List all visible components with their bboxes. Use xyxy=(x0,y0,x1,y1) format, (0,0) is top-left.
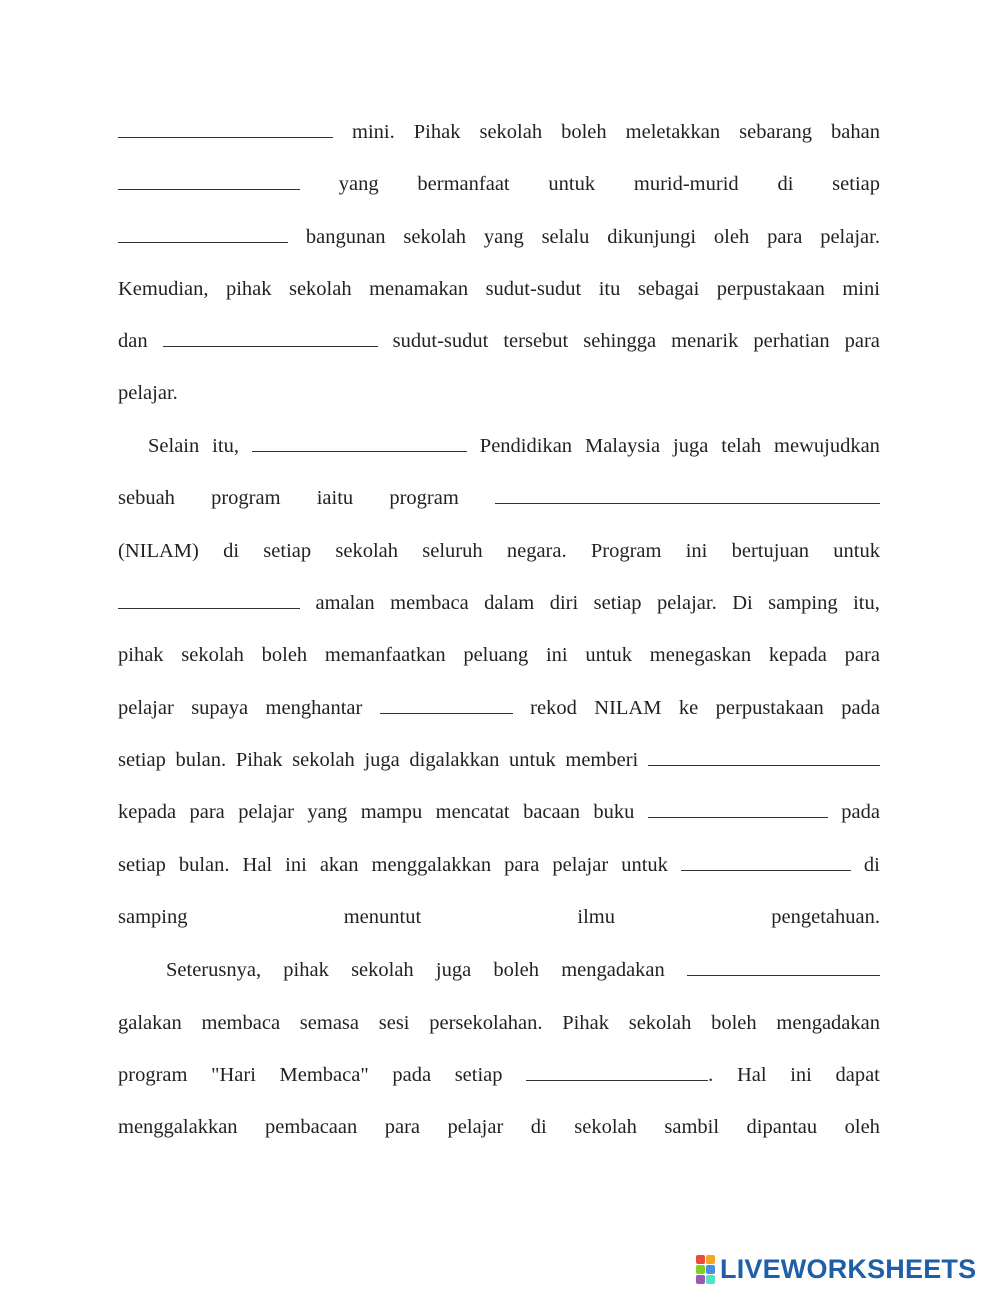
word: itu xyxy=(598,278,621,300)
word: sebarang xyxy=(739,121,813,143)
word: telah xyxy=(721,435,762,457)
word: perpustakaan xyxy=(715,697,824,719)
word: program xyxy=(211,487,281,509)
word: Membaca" xyxy=(279,1064,369,1086)
answer-blank[interactable] xyxy=(163,328,378,347)
liveworksheets-logo-icon xyxy=(696,1255,715,1284)
text-line xyxy=(118,745,880,775)
answer-blank[interactable] xyxy=(648,799,828,818)
word: kepada xyxy=(768,644,827,666)
word: yang xyxy=(307,801,348,823)
word: menegaskan xyxy=(649,644,752,666)
word: di xyxy=(223,540,240,562)
word: dapat xyxy=(835,1064,880,1086)
word: setiap xyxy=(832,173,880,195)
word: untuk xyxy=(548,173,596,195)
word: Di xyxy=(732,592,753,614)
word: pelajar. xyxy=(820,226,880,248)
word: diri xyxy=(549,592,579,614)
word: mencatat xyxy=(435,801,510,823)
word: untuk xyxy=(585,644,633,666)
word: memanfaatkan xyxy=(324,644,446,666)
word: membaca xyxy=(201,1012,281,1034)
word: sebuah xyxy=(118,487,175,509)
word: sekolah xyxy=(574,1116,637,1138)
word: bertujuan xyxy=(731,540,810,562)
word: bulan. xyxy=(175,749,227,771)
word: Kemudian, xyxy=(118,278,209,300)
word: mengadakan xyxy=(776,1012,880,1034)
text-line xyxy=(118,483,880,513)
word: kepada xyxy=(118,801,177,823)
text-line xyxy=(118,536,880,566)
word: boleh xyxy=(261,644,308,666)
word: yang xyxy=(483,226,524,248)
word: rekod xyxy=(530,697,577,719)
word: di xyxy=(530,1116,547,1138)
word: murid-murid xyxy=(633,173,739,195)
word: para xyxy=(504,854,540,876)
word: sekolah xyxy=(351,959,414,981)
word: ini xyxy=(790,1064,812,1086)
word: supaya xyxy=(191,697,249,719)
word: itu, xyxy=(212,435,239,457)
word: samping xyxy=(768,592,838,614)
word: para xyxy=(767,226,803,248)
answer-blank[interactable] xyxy=(118,119,333,138)
word: Pihak xyxy=(235,749,283,771)
word: "Hari xyxy=(211,1064,256,1086)
word: pelajar xyxy=(118,697,174,719)
word: dalam xyxy=(484,592,535,614)
word: menuntut xyxy=(343,906,422,928)
word: juga xyxy=(673,435,709,457)
word: Malaysia xyxy=(584,435,661,457)
word: mewujudkan xyxy=(774,435,880,457)
word: di xyxy=(777,173,794,195)
word: bahan xyxy=(831,121,880,143)
word: mampu xyxy=(360,801,423,823)
liveworksheets-logo[interactable] xyxy=(696,1252,976,1286)
text-line xyxy=(118,169,880,199)
word: pihak xyxy=(118,644,164,666)
word: pada xyxy=(841,697,880,719)
word: buku xyxy=(593,801,635,823)
word: mini xyxy=(842,278,880,300)
word: para xyxy=(844,330,880,352)
word: pengetahuan. xyxy=(771,906,880,928)
word: dikunjungi xyxy=(607,226,697,248)
answer-blank[interactable] xyxy=(380,695,513,714)
word: ini xyxy=(545,644,568,666)
word: sudut-sudut xyxy=(485,278,582,300)
word: boleh xyxy=(493,959,539,981)
word: sekolah xyxy=(292,749,355,771)
text-line xyxy=(148,431,880,461)
text-line xyxy=(118,797,880,827)
word: para xyxy=(189,801,225,823)
answer-blank[interactable] xyxy=(687,957,880,976)
text-line xyxy=(118,1008,880,1038)
text-line xyxy=(118,1112,880,1142)
word: oleh xyxy=(713,226,750,248)
logo-square xyxy=(696,1275,705,1284)
word: ilmu xyxy=(577,906,615,928)
answer-blank[interactable] xyxy=(118,224,288,243)
word: pelajar xyxy=(447,1116,504,1138)
word: samping xyxy=(118,906,188,928)
word: juga xyxy=(364,749,400,771)
text-line xyxy=(118,693,880,723)
word: Hal xyxy=(242,854,273,876)
word: digalakkan xyxy=(409,749,500,771)
logo-square xyxy=(696,1255,705,1264)
word: galakan xyxy=(118,1012,182,1034)
word: meletakkan xyxy=(625,121,721,143)
word: dipantau xyxy=(746,1116,818,1138)
word: Pihak xyxy=(562,1012,609,1034)
logo-square xyxy=(706,1265,715,1274)
word: setiap xyxy=(454,1064,503,1086)
word: sekolah xyxy=(335,540,398,562)
answer-blank[interactable] xyxy=(526,1062,708,1081)
word: bulan. xyxy=(178,854,230,876)
text-line xyxy=(118,326,880,356)
word: untuk xyxy=(621,854,668,876)
text-line xyxy=(118,274,880,304)
word: Hal xyxy=(736,1064,767,1086)
word: membaca xyxy=(390,592,469,614)
word: Pihak xyxy=(413,121,461,143)
word: semasa xyxy=(299,1012,359,1034)
word: sesi xyxy=(378,1012,410,1034)
word: pelajar xyxy=(238,801,294,823)
logo-square xyxy=(696,1265,705,1274)
word: amalan xyxy=(315,592,375,614)
word: oleh xyxy=(844,1116,880,1138)
word: NILAM xyxy=(594,697,662,719)
word: untuk xyxy=(509,749,556,771)
word: pelajar. xyxy=(118,382,178,404)
word: itu, xyxy=(853,592,880,614)
word: menghantar xyxy=(265,697,363,719)
word: untuk xyxy=(833,540,880,562)
answer-blank[interactable] xyxy=(118,590,300,609)
text-line xyxy=(118,378,880,408)
word: bermanfaat xyxy=(417,173,510,195)
word: para xyxy=(384,1116,421,1138)
word: peluang xyxy=(463,644,529,666)
word: sudut-sudut xyxy=(392,330,489,352)
word: memberi xyxy=(565,749,639,771)
word: di xyxy=(863,854,880,876)
word: pelajar xyxy=(552,854,609,876)
word: ke xyxy=(678,697,699,719)
word: sekolah xyxy=(403,226,467,248)
word: sekolah xyxy=(628,1012,692,1034)
answer-blank[interactable] xyxy=(648,747,880,766)
word: para xyxy=(844,644,880,666)
text-line xyxy=(118,640,880,670)
word: tersebut xyxy=(503,330,569,352)
word: menggalakkan xyxy=(371,854,492,876)
word: bangunan xyxy=(305,226,386,248)
word: pihak xyxy=(283,959,329,981)
word: setiap xyxy=(118,749,166,771)
word: pihak xyxy=(225,278,272,300)
liveworksheets-brand-text: LIVEWORKSHEETS xyxy=(720,1253,977,1284)
word: Pendidikan xyxy=(479,435,573,457)
word: sambil xyxy=(664,1116,720,1138)
word: akan xyxy=(319,854,359,876)
word: persekolahan. xyxy=(429,1012,543,1034)
answer-blank[interactable] xyxy=(252,433,467,452)
word: perhatian xyxy=(753,330,830,352)
word: pelajar. xyxy=(656,592,717,614)
word: yang xyxy=(338,173,379,195)
word: seluruh xyxy=(422,540,483,562)
word: ini xyxy=(285,854,307,876)
blank-with-period xyxy=(526,1060,713,1090)
answer-blank[interactable] xyxy=(118,171,300,190)
word: sehingga xyxy=(583,330,657,352)
text-line xyxy=(166,955,880,985)
word: menarik xyxy=(671,330,739,352)
word: pada xyxy=(841,801,880,823)
word: setiap xyxy=(263,540,312,562)
word: Selain xyxy=(148,435,200,457)
text-line xyxy=(118,902,880,932)
word: juga xyxy=(435,959,472,981)
word: Program xyxy=(590,540,662,562)
word: sekolah xyxy=(479,121,543,143)
word: . xyxy=(708,1064,714,1086)
word: (NILAM) xyxy=(118,540,199,562)
word: sekolah xyxy=(181,644,244,666)
answer-blank[interactable] xyxy=(495,485,880,504)
word: mengadakan xyxy=(561,959,665,981)
word: pembacaan xyxy=(265,1116,358,1138)
word: pada xyxy=(392,1064,432,1086)
word: sekolah xyxy=(288,278,352,300)
text-line xyxy=(118,1060,880,1090)
word: menamakan xyxy=(369,278,469,300)
word: bacaan xyxy=(523,801,580,823)
logo-square xyxy=(706,1255,715,1264)
word: boleh xyxy=(711,1012,757,1034)
word: selalu xyxy=(541,226,590,248)
word: Seterusnya, xyxy=(166,959,262,981)
logo-square xyxy=(706,1275,715,1284)
word: program xyxy=(389,487,459,509)
word: mini. xyxy=(352,121,395,143)
text-line xyxy=(118,117,880,147)
word: program xyxy=(118,1064,188,1086)
answer-blank[interactable] xyxy=(681,852,851,871)
word: boleh xyxy=(561,121,607,143)
word: iaitu xyxy=(316,487,354,509)
text-line xyxy=(118,222,880,252)
word: perpustakaan xyxy=(716,278,825,300)
text-line xyxy=(118,588,880,618)
text-line xyxy=(118,850,880,880)
word: ini xyxy=(685,540,708,562)
word: menggalakkan xyxy=(118,1116,238,1138)
word: sebagai xyxy=(637,278,700,300)
word: negara. xyxy=(506,540,567,562)
word: setiap xyxy=(118,854,166,876)
word: dan xyxy=(118,330,148,352)
word: setiap xyxy=(593,592,642,614)
